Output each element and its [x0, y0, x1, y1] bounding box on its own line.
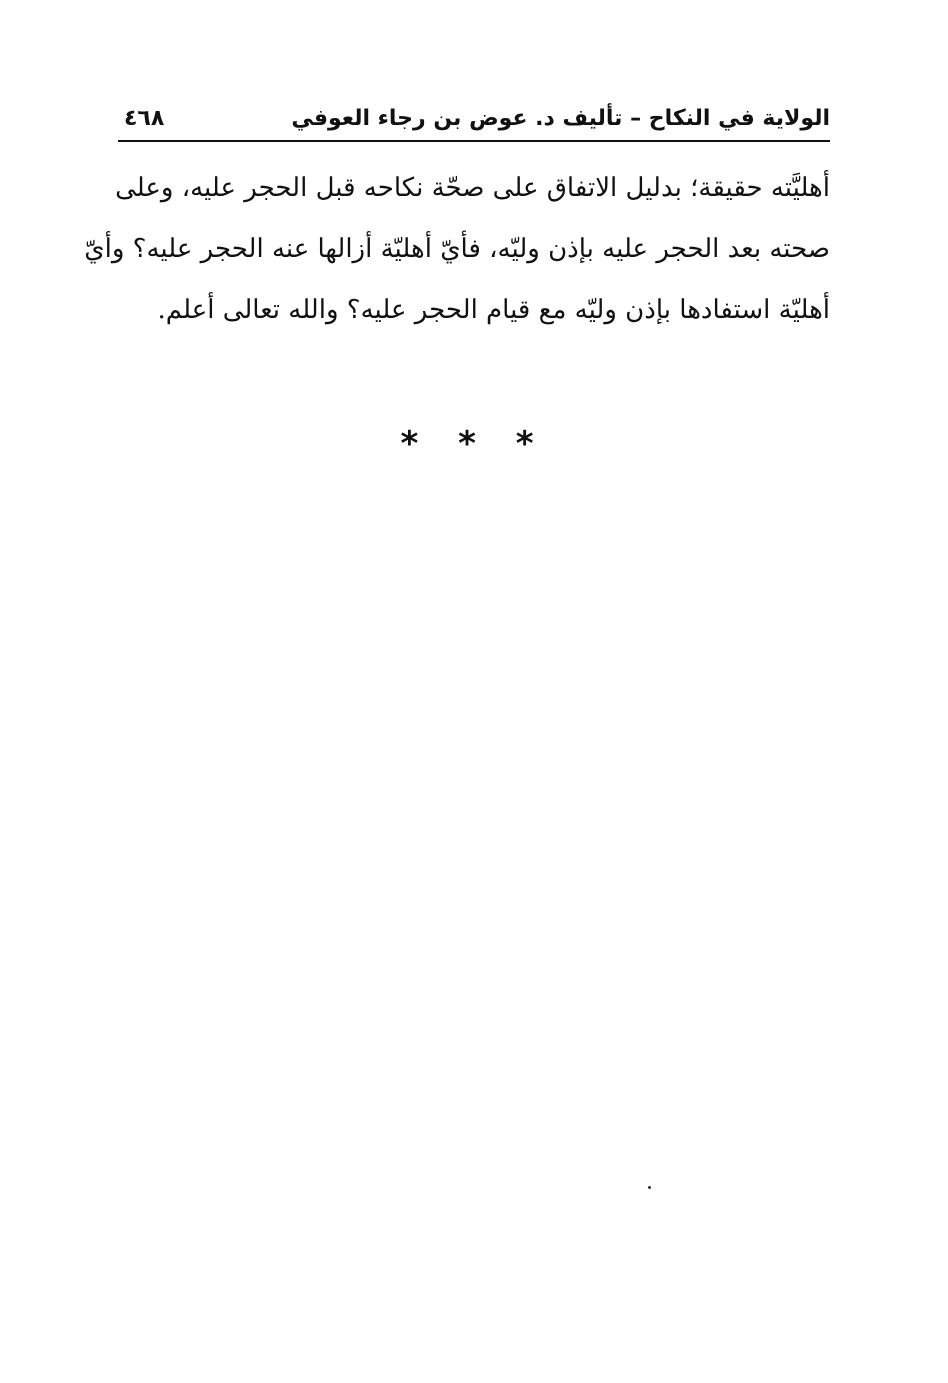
page-header [118, 100, 830, 142]
body-paragraph [84, 158, 830, 341]
body-line: أهليّة استفادها بإذن وليّه مع قيام الحجر عليه؟ والله تعالى أعلم. [157, 295, 830, 325]
scan-speck [648, 1186, 651, 1189]
page-number: ٤٦٨ [124, 106, 165, 131]
body-line: صحته بعد الحجر عليه بإذن وليّه، فأيّ أهليّة أزالها عنه الحجر عليه؟ وأيّ [84, 234, 830, 264]
section-separator: * * * [400, 424, 548, 464]
book-title: الولاية في النكاح – تأليف د. عوض بن رجاء العوفي [291, 106, 830, 131]
body-line: أهليَّته حقيقة؛ بدليل الاتفاق على صحّة نكاحه قبل الحجر عليه، وعلى [115, 173, 830, 203]
